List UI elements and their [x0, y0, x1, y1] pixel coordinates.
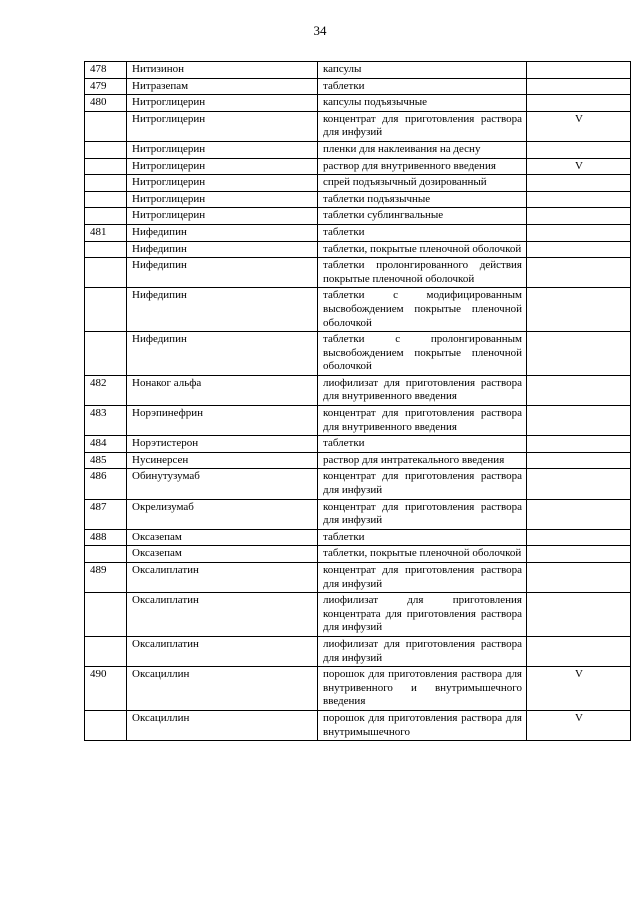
mark-cell [527, 258, 631, 288]
dosage-form-cell: таблетки пролонгированного действия покрытые пленочной оболочкой [318, 258, 527, 288]
drug-name-cell: Нитроглицерин [127, 191, 318, 208]
table-row [85, 62, 631, 79]
mark-cell [527, 529, 631, 546]
drug-name-cell: Нитроглицерин [127, 175, 318, 192]
mark-cell [527, 78, 631, 95]
table-row [85, 452, 631, 469]
drug-name-cell: Оксалиплатин [127, 593, 318, 637]
row-number-cell: 489 [85, 563, 127, 593]
mark-cell [527, 469, 631, 499]
page-number: 34 [313, 23, 327, 38]
row-number-cell [85, 593, 127, 637]
drug-name-cell: Норэтистерон [127, 436, 318, 453]
drug-name-cell: Оксалиплатин [127, 636, 318, 666]
row-number-cell [85, 141, 127, 158]
drug-table [84, 61, 631, 741]
mark-cell [527, 546, 631, 563]
mark-cell [527, 452, 631, 469]
drug-name-cell: Нифедипин [127, 288, 318, 332]
dosage-form-cell: концентрат для приготовления раствора для инфузий [318, 563, 527, 593]
mark-cell [527, 288, 631, 332]
table-row [85, 208, 631, 225]
table-row [85, 710, 631, 740]
table-row [85, 258, 631, 288]
row-number-cell: 485 [85, 452, 127, 469]
mark-cell [527, 224, 631, 241]
table-row [85, 224, 631, 241]
drug-name-cell: Нонаког альфа [127, 375, 318, 405]
dosage-form-cell: лиофилизат для приготовления раствора для инфузий [318, 636, 527, 666]
table-row [85, 175, 631, 192]
dosage-form-cell: лиофилизат для приготовления концентрата для приготовления раствора для инфузий [318, 593, 527, 637]
mark-cell [527, 636, 631, 666]
row-number-cell: 479 [85, 78, 127, 95]
drug-name-cell: Нифедипин [127, 241, 318, 258]
mark-cell [527, 175, 631, 192]
drug-name-cell: Нитроглицерин [127, 158, 318, 175]
mark-cell [527, 191, 631, 208]
table-row [85, 191, 631, 208]
table-row [85, 499, 631, 529]
mark-cell [527, 499, 631, 529]
drug-name-cell: Окрелизумаб [127, 499, 318, 529]
table-row [85, 529, 631, 546]
drug-name-cell: Нитроглицерин [127, 95, 318, 112]
row-number-cell [85, 241, 127, 258]
drug-name-cell: Нитроглицерин [127, 111, 318, 141]
dosage-form-cell: концентрат для приготовления раствора для инфузий [318, 499, 527, 529]
table-row [85, 436, 631, 453]
row-number-cell [85, 208, 127, 225]
row-number-cell [85, 158, 127, 175]
dosage-form-cell: порошок для приготовления раствора для внутримышечного [318, 710, 527, 740]
mark-cell: V [527, 111, 631, 141]
dosage-form-cell: таблетки [318, 436, 527, 453]
row-number-cell [85, 175, 127, 192]
dosage-form-cell: порошок для приготовления раствора для внутривенного и внутримышечного введения [318, 667, 527, 711]
row-number-cell: 482 [85, 375, 127, 405]
dosage-form-cell: концентрат для приготовления раствора для инфузий [318, 469, 527, 499]
dosage-form-cell: раствор для интратекального введения [318, 452, 527, 469]
drug-name-cell: Нитразепам [127, 78, 318, 95]
mark-cell [527, 593, 631, 637]
table-row [85, 158, 631, 175]
table-row [85, 636, 631, 666]
mark-cell: V [527, 667, 631, 711]
dosage-form-cell: капсулы подъязычные [318, 95, 527, 112]
drug-name-cell: Нифедипин [127, 224, 318, 241]
mark-cell: V [527, 158, 631, 175]
row-number-cell: 484 [85, 436, 127, 453]
table-row [85, 406, 631, 436]
row-number-cell: 490 [85, 667, 127, 711]
mark-cell [527, 563, 631, 593]
table-row [85, 375, 631, 405]
mark-cell [527, 406, 631, 436]
table-row [85, 563, 631, 593]
row-number-cell: 483 [85, 406, 127, 436]
drug-table-body [85, 62, 631, 741]
row-number-cell: 480 [85, 95, 127, 112]
table-row [85, 667, 631, 711]
drug-name-cell: Норэпинефрин [127, 406, 318, 436]
table-row [85, 288, 631, 332]
row-number-cell [85, 332, 127, 376]
drug-name-cell: Оксациллин [127, 710, 318, 740]
row-number-cell [85, 191, 127, 208]
drug-name-cell: Нитизинон [127, 62, 318, 79]
mark-cell [527, 95, 631, 112]
table-row [85, 111, 631, 141]
dosage-form-cell: концентрат для приготовления раствора для внутривенного введения [318, 406, 527, 436]
row-number-cell [85, 636, 127, 666]
drug-name-cell: Нитроглицерин [127, 208, 318, 225]
mark-cell [527, 141, 631, 158]
row-number-cell [85, 111, 127, 141]
mark-cell [527, 436, 631, 453]
row-number-cell [85, 710, 127, 740]
row-number-cell [85, 258, 127, 288]
row-number-cell: 487 [85, 499, 127, 529]
drug-name-cell: Оксалиплатин [127, 563, 318, 593]
drug-name-cell: Оксазепам [127, 546, 318, 563]
row-number-cell [85, 288, 127, 332]
drug-name-cell: Нифедипин [127, 332, 318, 376]
mark-cell [527, 332, 631, 376]
drug-name-cell: Оксациллин [127, 667, 318, 711]
table-row [85, 593, 631, 637]
drug-name-cell: Оксазепам [127, 529, 318, 546]
dosage-form-cell: пленки для наклеивания на десну [318, 141, 527, 158]
row-number-cell: 481 [85, 224, 127, 241]
drug-name-cell: Нитроглицерин [127, 141, 318, 158]
dosage-form-cell: раствор для внутривенного введения [318, 158, 527, 175]
table-row [85, 332, 631, 376]
table-row [85, 95, 631, 112]
row-number-cell: 488 [85, 529, 127, 546]
dosage-form-cell: лиофилизат для приготовления раствора для внутривенного введения [318, 375, 527, 405]
dosage-form-cell: таблетки с пролонгированным высвобождением покрытые пленочной оболочкой [318, 332, 527, 376]
dosage-form-cell: таблетки [318, 529, 527, 546]
row-number-cell: 486 [85, 469, 127, 499]
table-row [85, 141, 631, 158]
dosage-form-cell: таблетки, покрытые пленочной оболочкой [318, 546, 527, 563]
dosage-form-cell: таблетки подъязычные [318, 191, 527, 208]
table-row [85, 469, 631, 499]
table-row [85, 241, 631, 258]
dosage-form-cell: таблетки [318, 224, 527, 241]
dosage-form-cell: таблетки сублингвальные [318, 208, 527, 225]
drug-name-cell: Нусинерсен [127, 452, 318, 469]
dosage-form-cell: таблетки с модифицированным высвобождением покрытые пленочной оболочкой [318, 288, 527, 332]
dosage-form-cell: концентрат для приготовления раствора для инфузий [318, 111, 527, 141]
row-number-cell [85, 546, 127, 563]
dosage-form-cell: спрей подъязычный дозированный [318, 175, 527, 192]
mark-cell [527, 375, 631, 405]
dosage-form-cell: таблетки [318, 78, 527, 95]
dosage-form-cell: капсулы [318, 62, 527, 79]
drug-name-cell: Нифедипин [127, 258, 318, 288]
mark-cell [527, 208, 631, 225]
dosage-form-cell: таблетки, покрытые пленочной оболочкой [318, 241, 527, 258]
table-row [85, 546, 631, 563]
drug-name-cell: Обинутузумаб [127, 469, 318, 499]
row-number-cell: 478 [85, 62, 127, 79]
mark-cell: V [527, 710, 631, 740]
mark-cell [527, 241, 631, 258]
mark-cell [527, 62, 631, 79]
table-row [85, 78, 631, 95]
